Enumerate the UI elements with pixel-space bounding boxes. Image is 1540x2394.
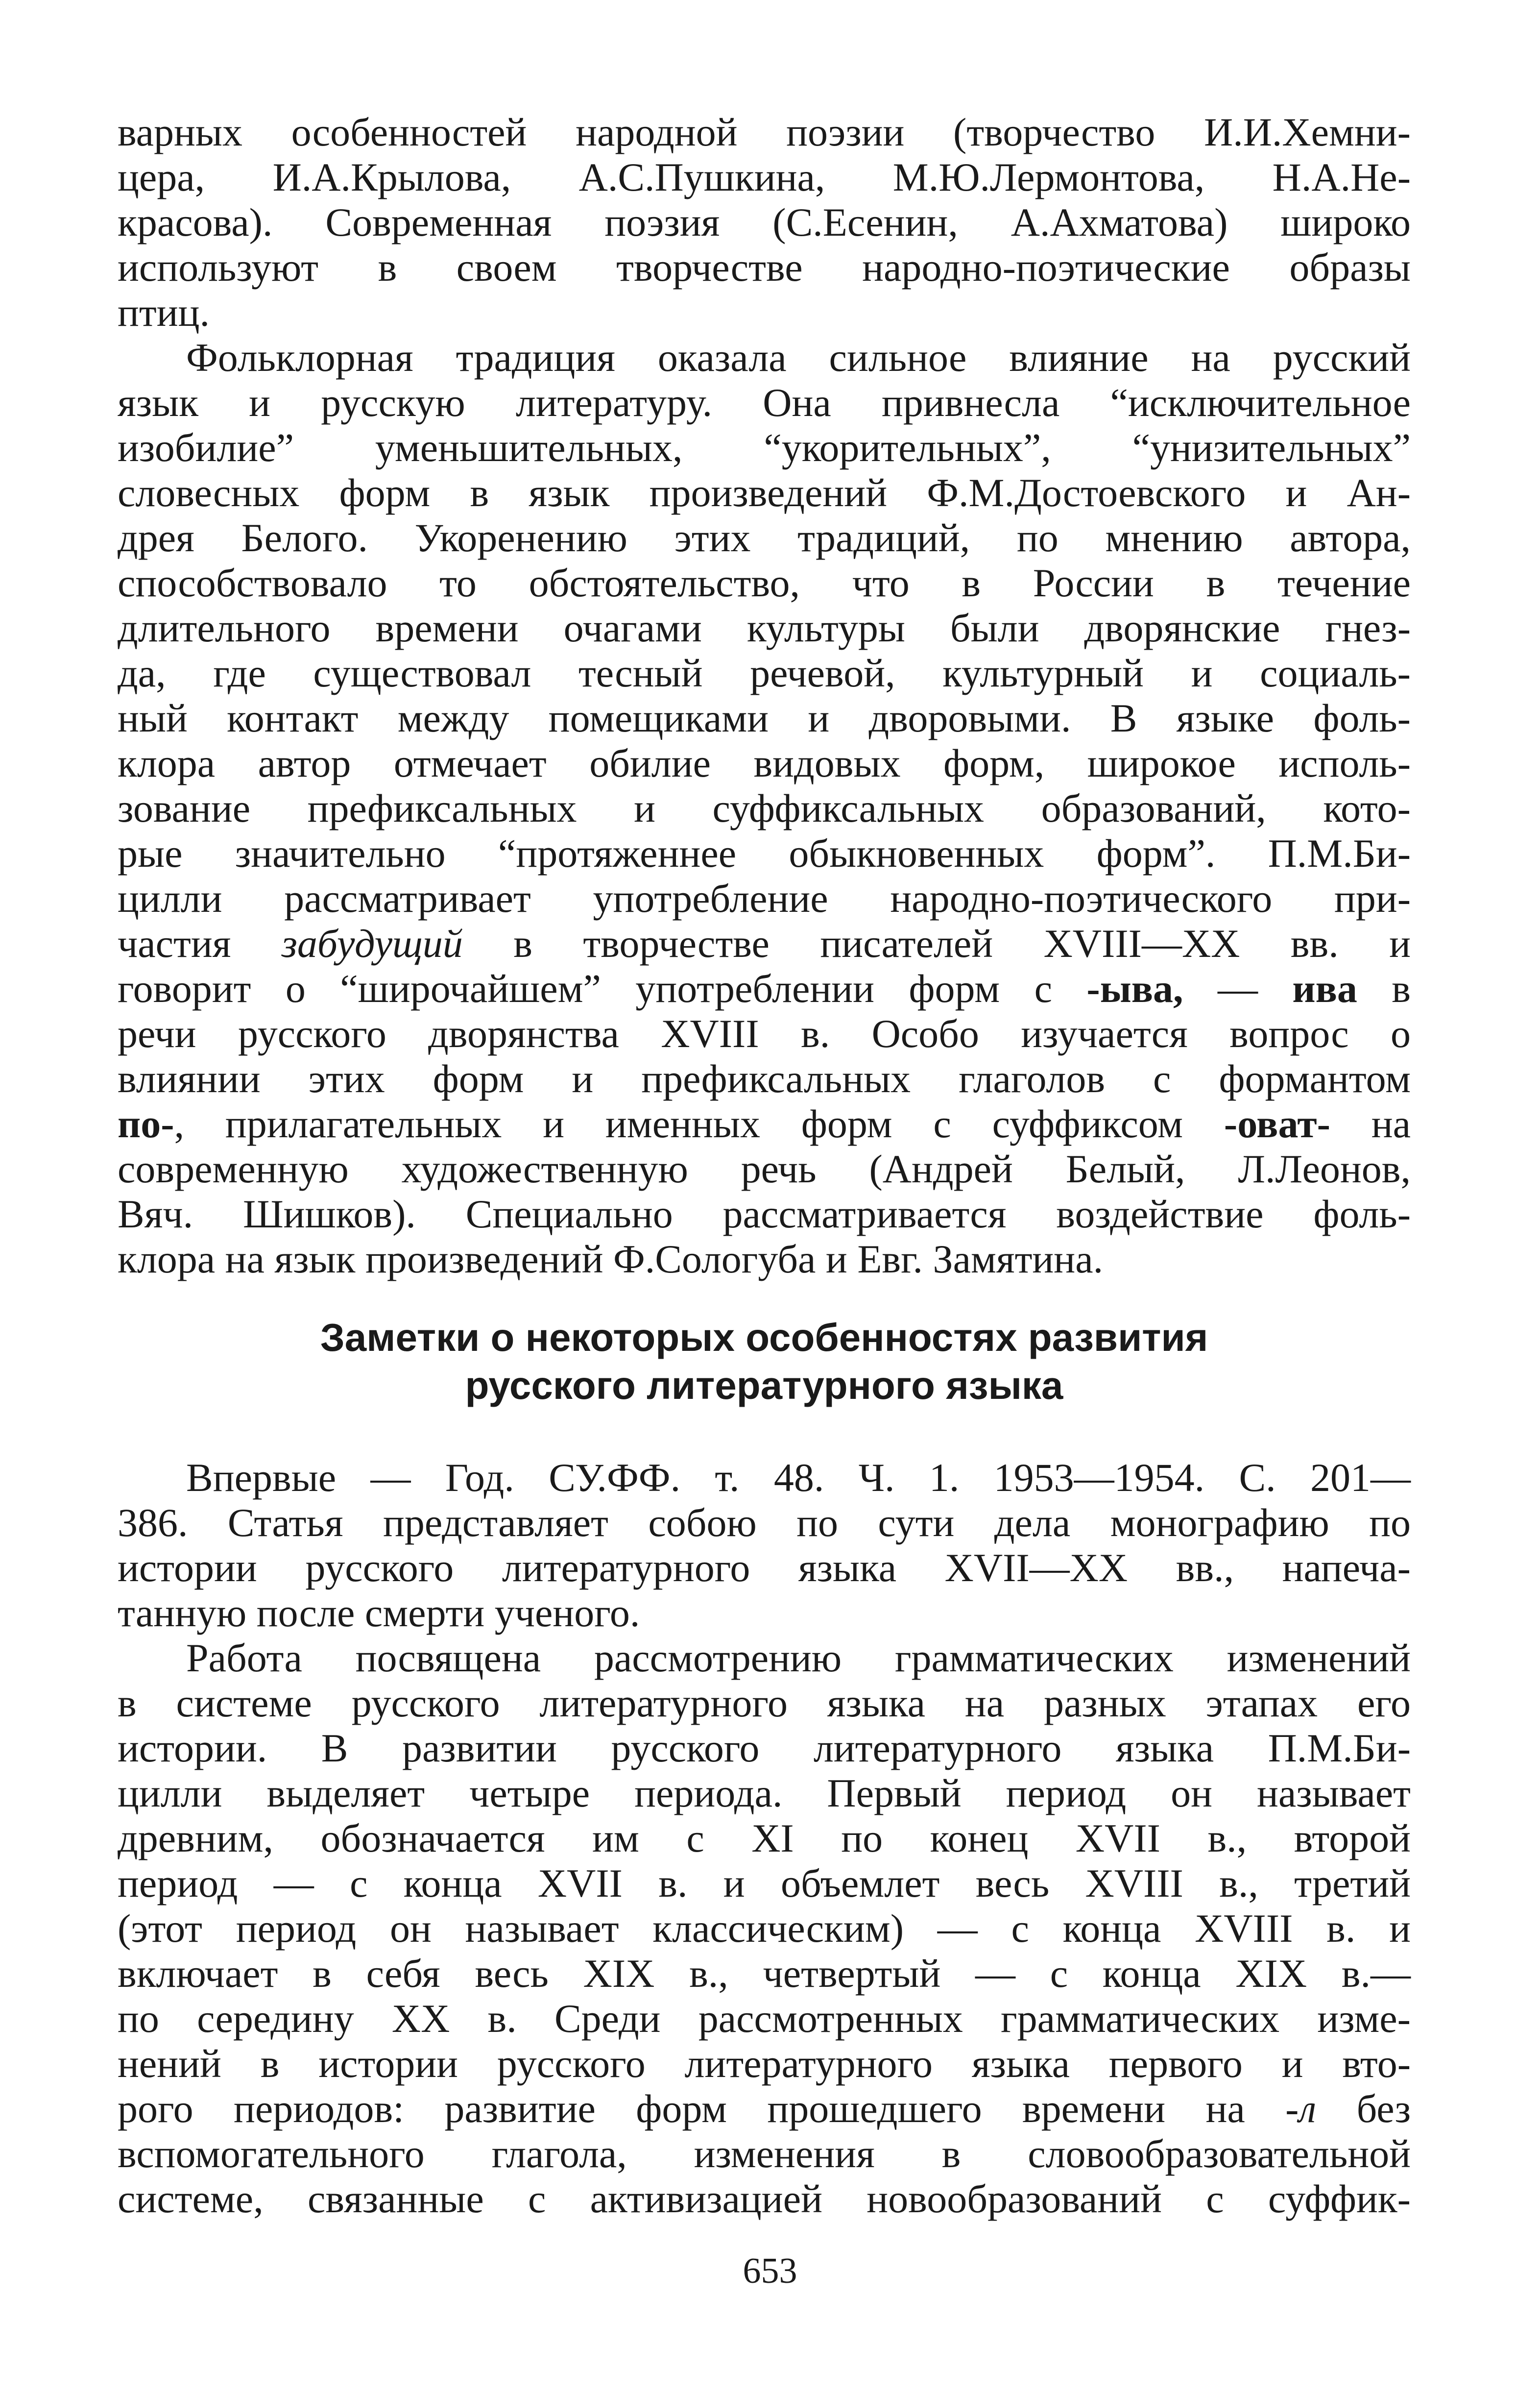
text-line bbox=[118, 921, 1411, 966]
text-fragment: — bbox=[1217, 966, 1258, 1011]
text-line: красова). Современная поэзия (С.Есенин, А.Ахматова) широко bbox=[118, 200, 1411, 244]
text-line: да, где существовал тесный речевой, культурный и социаль- bbox=[118, 651, 1411, 695]
text-line: Фольклорная традиция оказала сильное влияние на русский bbox=[186, 335, 1411, 380]
text-line: язык и русскую литературу. Она привнесла “исключительное bbox=[118, 380, 1411, 425]
text-line: 386. Статья представляет собою по сути дела монографию по bbox=[118, 1500, 1411, 1545]
text-line: цилли выделяет четыре периода. Первый период он называет bbox=[118, 1771, 1411, 1815]
text-fragment: в bbox=[1392, 966, 1411, 1011]
text-line: клора на язык произведений Ф.Сологуба и Евг. Замятина. bbox=[118, 1237, 1104, 1281]
text-line: изобилие” уменьшительных, “укорительных”, “унизительных” bbox=[118, 425, 1411, 470]
text-line bbox=[118, 2086, 1411, 2131]
text-line: современную художественную речь (Андрей Белый, Л.Леонов, bbox=[118, 1147, 1411, 1191]
italic-term: забудущий bbox=[281, 921, 463, 966]
text-line: (этот период он называет классическим) — с конца XVIII в. и bbox=[118, 1906, 1411, 1951]
text-line: Вяч. Шишков). Специально рассматривается воздействие фоль- bbox=[118, 1192, 1411, 1236]
text-line: цилли рассматривает употребление народно-поэтического при- bbox=[118, 876, 1411, 921]
text-line: включает в себя весь XIX в., четвертый — с конца XIX в.— bbox=[118, 1951, 1411, 1996]
text-line: способствовало то обстоятельство, что в России в течение bbox=[118, 561, 1411, 605]
text-line: речи русского дворянства XVIII в. Особо изучается вопрос о bbox=[118, 1011, 1411, 1056]
text-fragment: частия bbox=[118, 921, 231, 966]
text-line bbox=[118, 966, 1411, 1011]
text-line: клора автор отмечает обилие видовых форм, широкое исполь- bbox=[118, 741, 1411, 785]
text-line: рые значительно “протяженнее обыкновенных форм”. П.М.Би- bbox=[118, 831, 1411, 876]
text-line: танную после смерти ученого. bbox=[118, 1590, 640, 1635]
text-line: словесных форм в язык произведений Ф.М.Достоевского и Ан- bbox=[118, 470, 1411, 515]
italic-suffix: -л bbox=[1285, 2086, 1317, 2131]
text-line: ный контакт между помещиками и дворовыми. В языке фоль- bbox=[118, 696, 1411, 740]
text-line: влиянии этих форм и префиксальных глаголов с формантом bbox=[118, 1056, 1411, 1101]
text-line: Впервые — Год. СУ.ФФ. т. 48. Ч. 1. 1953—1954. С. 201— bbox=[186, 1455, 1411, 1500]
bold-suffix: -оват- bbox=[1224, 1101, 1330, 1146]
text-fragment: в творчестве писателей XVIII—XX вв. и bbox=[513, 921, 1411, 966]
text-line: птиц. bbox=[118, 290, 210, 335]
bold-suffix: ива bbox=[1292, 966, 1357, 1011]
text-line: нений в истории русского литературного языка первого и вто- bbox=[118, 2041, 1411, 2086]
text-line: длительного времени очагами культуры были дворянские гнез- bbox=[118, 606, 1411, 650]
heading-line: русского литературного языка bbox=[465, 1364, 1063, 1407]
text-line: дрея Белого. Укоренению этих традиций, по мнению автора, bbox=[118, 515, 1411, 560]
text-line: зование префиксальных и суффиксальных образований, кото- bbox=[118, 786, 1411, 831]
text-line: древним, обозначается им с XI по конец XVII в., второй bbox=[118, 1816, 1411, 1860]
text-line: по середину XX в. Среди рассмотренных грамматических изме- bbox=[118, 1996, 1411, 2041]
text-line: истории. В развитии русского литературного языка П.М.Би- bbox=[118, 1726, 1411, 1770]
text-fragment: на bbox=[1330, 1101, 1411, 1146]
page-number: 653 bbox=[743, 2251, 797, 2291]
text-line: цера, И.А.Крылова, А.С.Пушкина, М.Ю.Лермонтова, Н.А.Не- bbox=[118, 155, 1411, 199]
text-fragment: говорит о “широчайшем” употреблении форм с bbox=[118, 966, 1052, 1011]
text-line: истории русского литературного языка XVII—XX вв., напеча- bbox=[118, 1545, 1411, 1590]
text-line: варных особенностей народной поэзии (творчество И.И.Хемни- bbox=[118, 110, 1411, 154]
text-fragment: , прилагательных и именных форм с суффиксом bbox=[174, 1101, 1183, 1146]
text-line: используют в своем творчестве народно-поэтические образы bbox=[118, 245, 1411, 290]
text-fragment: без bbox=[1356, 2086, 1411, 2131]
bold-suffix: -ыва, bbox=[1086, 966, 1183, 1011]
text-line bbox=[118, 1101, 1411, 1147]
text-fragment: рого периодов: развитие форм прошедшего времени на bbox=[118, 2086, 1245, 2131]
text-line: вспомогательного глагола, изменения в словообразовательной bbox=[118, 2131, 1411, 2176]
text-line: период — с конца XVII в. и объемлет весь XVIII в., третий bbox=[118, 1861, 1411, 1905]
heading-line: Заметки о некоторых особенностях развития bbox=[320, 1316, 1208, 1359]
text-line: в системе русского литературного языка на разных этапах его bbox=[118, 1681, 1411, 1725]
text-line: системе, связанные с активизацией новообразований с суффик- bbox=[118, 2176, 1411, 2221]
bold-prefix: по- bbox=[118, 1101, 174, 1146]
text-line: Работа посвящена рассмотрению грамматических изменений bbox=[186, 1636, 1411, 1680]
